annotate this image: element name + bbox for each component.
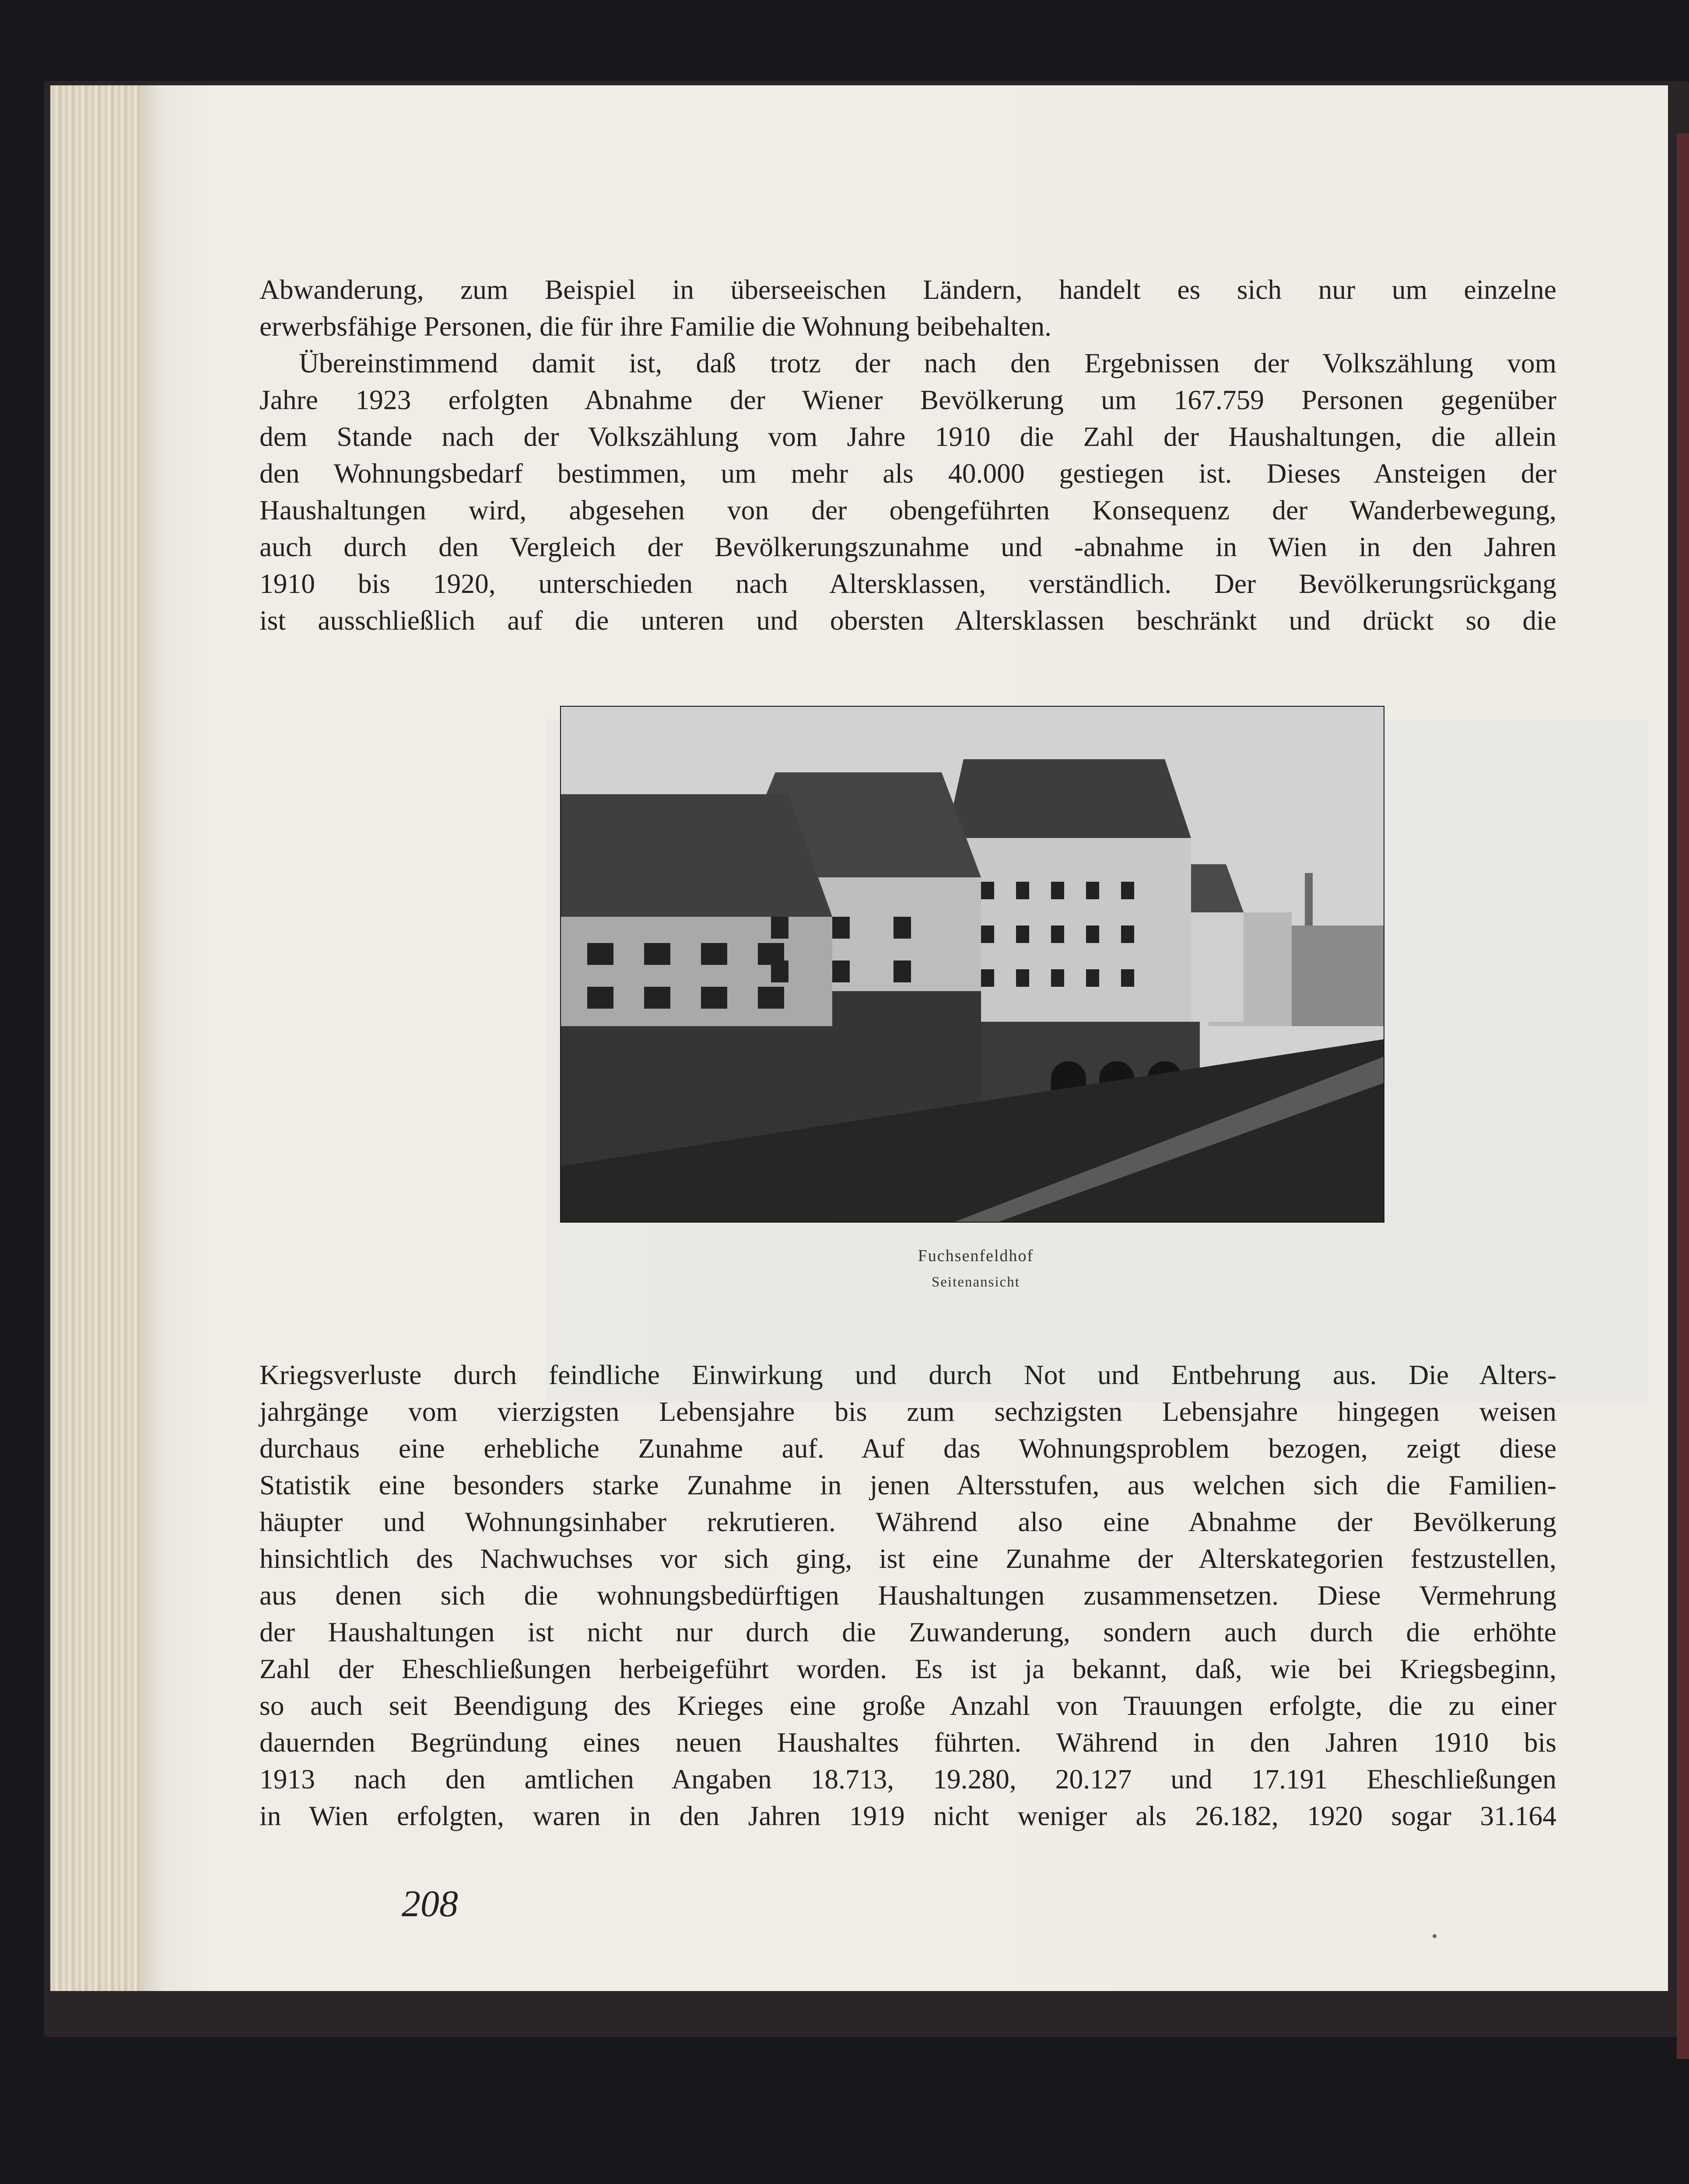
text-line: häupter und Wohnungsinhaber rekrutieren. Während also eine Abnahme der Bevölkerung	[259, 1506, 1556, 1537]
text-line: aus denen sich die wohnungsbedürftigen Haushaltungen zusammensetzen. Diese Vermehrung	[259, 1580, 1556, 1611]
text-line: der Haushaltungen ist nicht nur durch die Zuwanderung, sondern auch durch die erhöhte	[259, 1616, 1556, 1648]
text-line: Haushaltungen wird, abgesehen von der obengeführten Konsequenz der Wanderbewegung,	[259, 494, 1556, 526]
text-line: dauernden Begründung eines neuen Haushaltes führten. Während in den Jahren 1910 bis	[259, 1727, 1556, 1758]
text-line: Statistik eine besonders starke Zunahme in jenen Altersstufen, aus welchen sich die Familien-	[259, 1469, 1556, 1500]
text-line: hinsichtlich des Nachwuchses vor sich ging, ist eine Zunahme der Alterskategorien festzustellen,	[259, 1543, 1556, 1574]
page-number: 208	[402, 1883, 458, 1925]
text-line: ist ausschließlich auf die unteren und obersten Altersklassen beschränkt und drückt so die	[259, 605, 1556, 636]
fuchsenfeldhof-photo-illustration	[561, 707, 1384, 1222]
text-line: so auch seit Beendigung des Krieges eine große Anzahl von Trauungen erfolgte, die zu einer	[259, 1690, 1556, 1721]
paragraph	[259, 345, 1556, 639]
text-line: Übereinstimmend damit ist, daß trotz der nach den Ergebnissen der Volkszählung vom	[299, 347, 1556, 379]
text-block-top	[259, 271, 1556, 639]
text-line: in Wien erfolgten, waren in den Jahren 1919 nicht weniger als 26.182, 1920 sogar 31.164	[259, 1800, 1556, 1831]
page-stack-edge	[50, 85, 151, 1991]
text-line: auch durch den Vergleich der Bevölkerungszunahme und -abnahme in Wien in den Jahren	[259, 531, 1556, 562]
text-line: Zahl der Eheschließungen herbeigeführt worden. Es ist ja bekannt, daß, wie bei Kriegsbeginn,	[259, 1653, 1556, 1684]
paper-speck	[1433, 1934, 1437, 1938]
text-line: dem Stande nach der Volkszählung vom Jahre 1910 die Zahl der Haushaltungen, die allein	[259, 421, 1556, 452]
figure-caption-subtitle: Seitenansicht	[932, 1274, 1020, 1290]
text-line: Kriegsverluste durch feindliche Einwirkung und durch Not und Entbehrung aus. Die Alters-	[259, 1359, 1556, 1390]
text-line: durchaus eine erhebliche Zunahme auf. Auf das Wohnungsproblem bezogen, zeigt diese	[259, 1433, 1556, 1464]
text-block-bottom	[259, 1357, 1556, 1834]
building-photo	[560, 706, 1384, 1223]
text-line: Abwanderung, zum Beispiel in überseeischen Ländern, handelt es sich nur um einzelne	[259, 274, 1556, 305]
paragraph	[259, 1357, 1556, 1834]
cover-spine-edge	[1677, 133, 1689, 2059]
text-line: 1913 nach den amtlichen Angaben 18.713, 19.280, 20.127 und 17.191 Eheschließungen	[259, 1763, 1556, 1795]
text-line: Jahre 1923 erfolgten Abnahme der Wiener Bevölkerung um 167.759 Personen gegenüber	[259, 384, 1556, 415]
paragraph	[259, 271, 1556, 345]
figure-caption-title: Fuchsenfeldhof	[918, 1247, 1034, 1265]
text-line: 1910 bis 1920, unterschieden nach Altersklassen, verständlich. Der Bevölkerungsrückgang	[259, 568, 1556, 599]
text-line: den Wohnungsbedarf bestimmen, um mehr als 40.000 gestiegen ist. Dieses Ansteigen der	[259, 458, 1556, 489]
text-line: jahrgänge vom vierzigsten Lebensjahre bis zum sechzigsten Lebensjahre hingegen weisen	[259, 1396, 1556, 1427]
text-line: erwerbsfähige Personen, die für ihre Familie die Wohnung beibehalten.	[259, 311, 1051, 342]
